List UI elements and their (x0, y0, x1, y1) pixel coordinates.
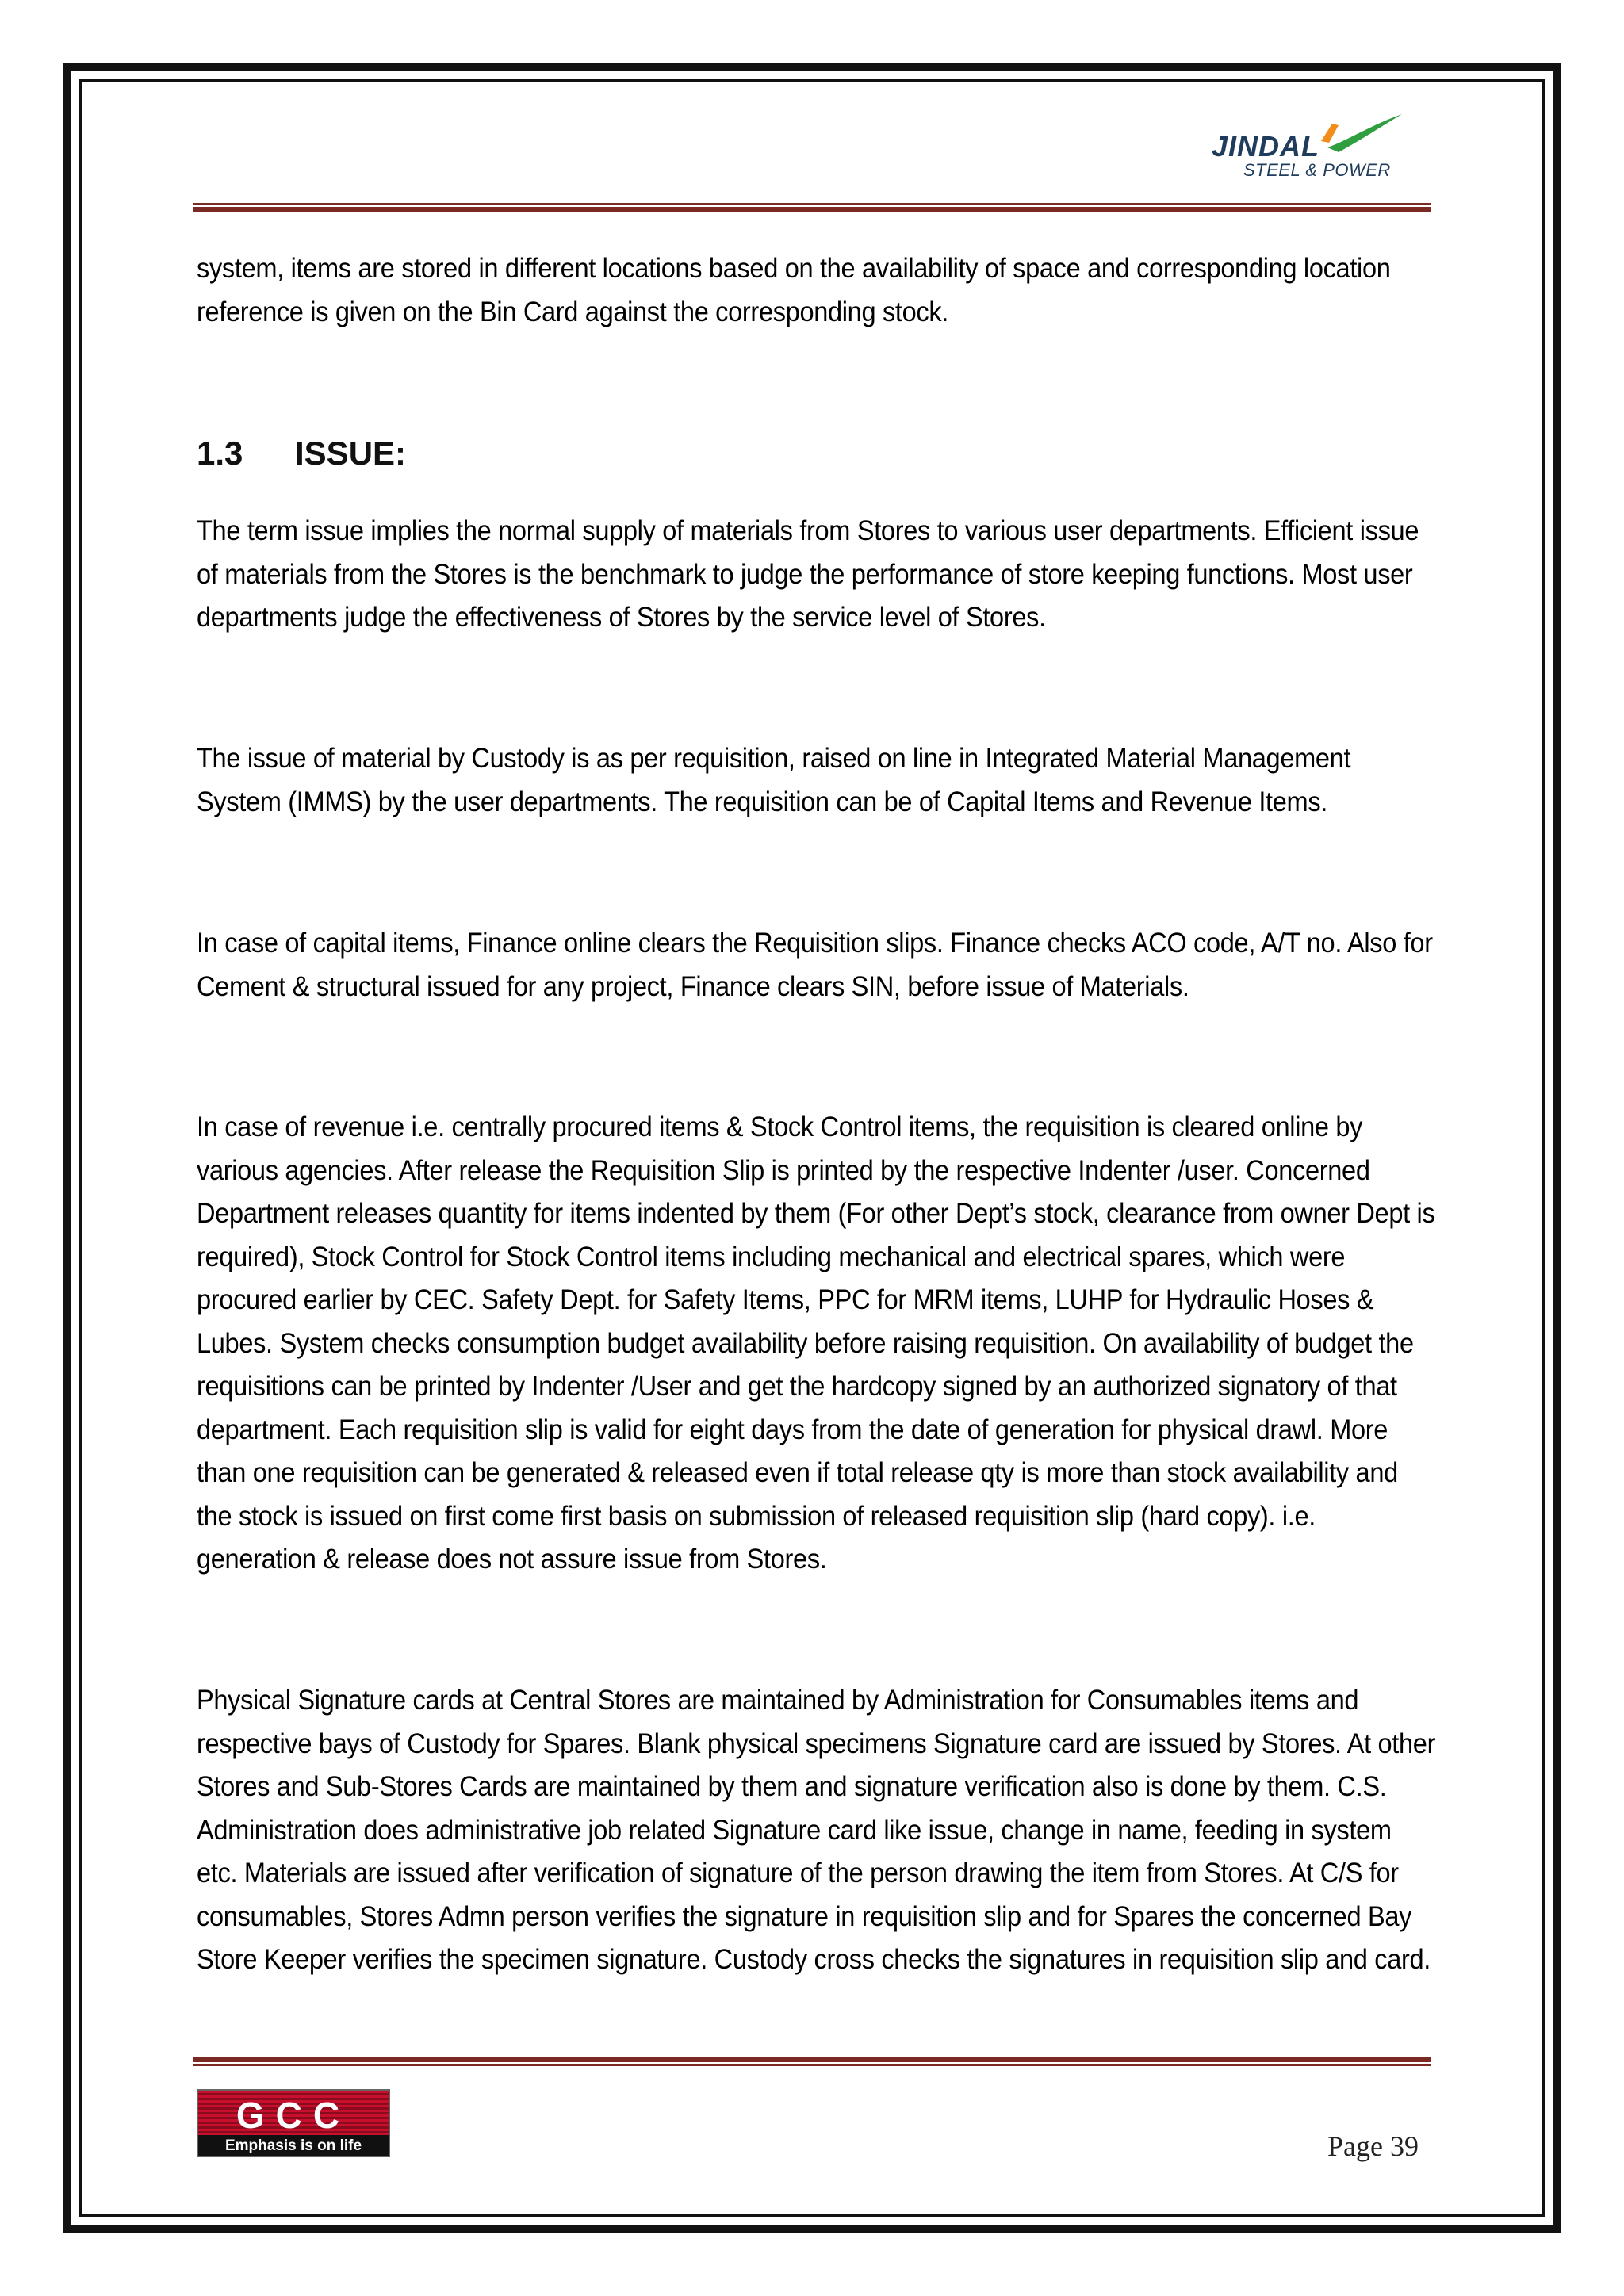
paragraph-capital-items: In case of capital items, Finance online clears the Requisition slips. Finance checks ACO code, A/T no. Also for Cement & structural issued for any project, Finance clears SIN, before issue of Materials. (197, 928, 1433, 1002)
gcc-logo (197, 2089, 390, 2157)
paragraph-signature-cards: Physical Signature cards at Central Stores are maintained by Administration for Consumables items and respective bays of Custody for Spares. Blank physical specimens Signature card are issued by Stores. At other Stores and Sub-Stores Cards are maintained by them and signature verification also is done by them. C.S. Administration does administrative job related Signature card like issue, change in name, feeding in system etc. Materials are issued after verification of signature of the person drawing the item from Stores. At C/S for consumables, Stores Admn person verifies the signature in requisition slip and for Spares the concerned Bay Store Keeper verifies the specimen signature. Custody cross checks the signatures in requisition slip and card. (197, 1685, 1436, 1975)
section-number: 1.3 (197, 434, 243, 472)
gcc-letters: GCC (236, 2095, 351, 2136)
header-rule (193, 203, 1431, 212)
paragraph-revenue-items: In case of revenue i.e. centrally procured items & Stock Control items, the requisition is cleared online by various agencies. After release the Requisition Slip is printed by the respective Indenter /user. Concerned Department releases quantity for items indented by them (For other Dept’s stock, clearance from owner Dept is required), Stock Control for Stock Control items including mechanical and electrical spares, which were procured earlier by CEC. Safety Dept. for Safety Items, PPC for MRM items, LUHP for Hydraulic Hoses & Lubes. System checks consumption budget availability before raising requisition. On availability of budget the requisitions can be printed by Indenter /User and get the hardcopy signed by an authorized signatory of that department. Each requisition slip is valid for eight days from the date of generation for physical drawl. More than one requisition can be generated & released even if total release qty is more than stock availability and the stock is issued on first come first basis on submission of released requisition slip (hard copy). i.e. generation & release does not assure issue from Stores. (197, 1112, 1435, 1575)
footer-rule (193, 2057, 1431, 2066)
logo-brand-text: JINDAL (1212, 130, 1320, 163)
jindal-logo (1212, 109, 1402, 189)
gcc-tagline: Emphasis is on life (198, 2137, 389, 2156)
section-heading (197, 434, 406, 473)
logo-sub-text: STEEL & POWER (1243, 160, 1391, 180)
paragraph-issue-definition: The term issue implies the normal supply of materials from Stores to various user departments. Efficient issue of materials from the Stores is the benchmark to judge the performance of store keeping functions. Most user departments judge the effectiveness of Stores by the service level of Stores. (197, 515, 1419, 633)
jindal-swoosh-icon (1315, 109, 1410, 157)
section-title: ISSUE: (295, 434, 407, 472)
paragraph-continuation: system, items are stored in different locations based on the availability of space and corresponding location reference is given on the Bin Card against the corresponding stock. (197, 253, 1391, 327)
page-number: Page 39 (1327, 2130, 1419, 2162)
paragraph-requisition: The issue of material by Custody is as per requisition, raised on line in Integrated Material Management System (IMMS) by the user departments. The requisition can be of Capital Items and Revenue Items. (197, 743, 1351, 817)
